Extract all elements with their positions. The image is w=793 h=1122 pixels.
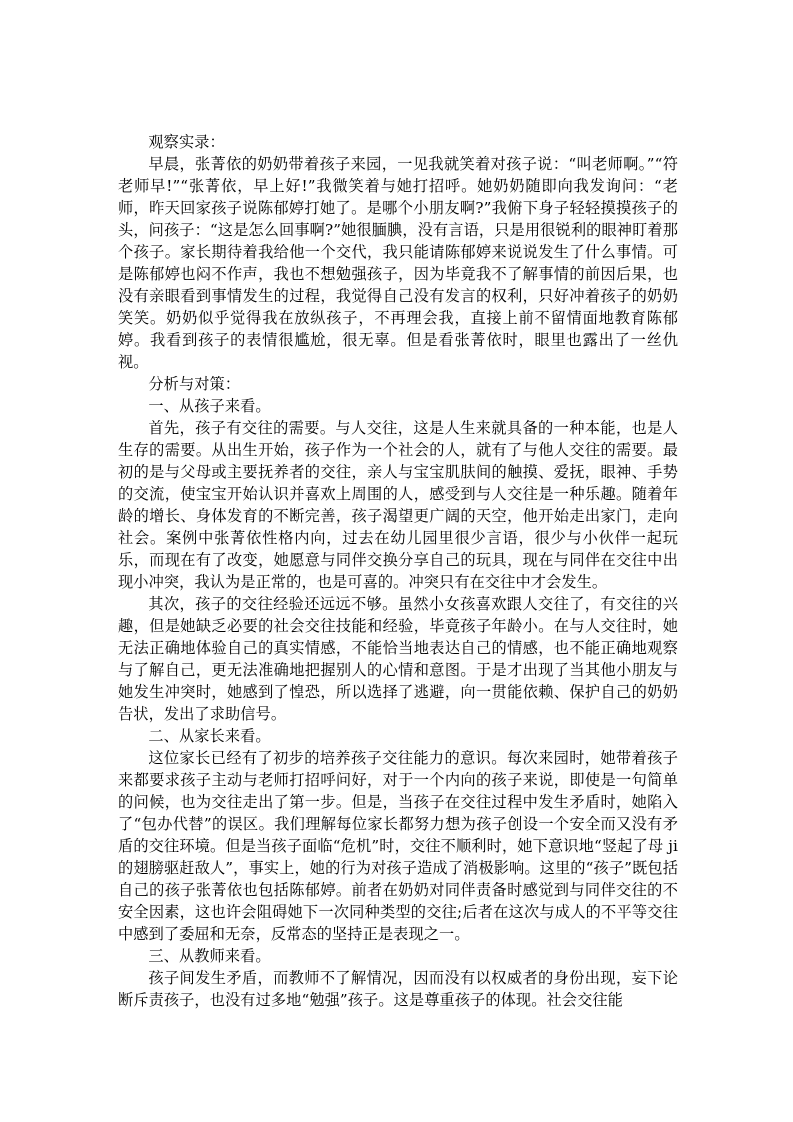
paragraph-child-need: 首先，孩子有交往的需要。与人交往，这是人生来就具备的一种本能，也是人生存的需要。从出生开始，孩子作为一个社会的人，就有了与他人交往的需要。最初的是与父母或主要抚养者的交往，亲人与宝宝肌肤间的触摸、爱抚，眼神、手势的交流，使宝宝开始认识并喜欢上周围的人，感受到与人交往是一种乐趣。随着年龄的增长、身体发育的不断完善，孩子渴望更广阔的天空，他开始走出家门，走向社会。案例中张菁依性格内向，过去在幼儿园里很少言语，很少与小伙伴一起玩乐，而现在有了改变，她愿意与同伴交换分享自己的玩具，现在与同伴在交往中出现小冲突，我认为是正常的，也是可喜的。冲突只有在交往中才会发生。 bbox=[118, 419, 678, 591]
paragraph-parent-analysis: 这位家长已经有了初步的培养孩子交往能力的意识。每次来园时，她带着孩子来都要求孩子主动与老师打招呼问好，对于一个内向的孩子来说，即使是一句简单的问候，也为交往走出了第一步。但是，当孩子在交往过程中发生矛盾时，她陷入了“包办代替”的误区。我们理解每位家长都努力想为孩子创设一个安全而又没有矛盾的交往环境。但是当孩子面临“危机”时，交往不顺利时，她下意识地“竖起了母 ji 的翅膀驱赶敌人”，事实上，她的行为对孩子造成了消极影响。这里的“孩子”既包括自己的孩子张菁依也包括陈郁婷。前者在奶奶对同伴责备时感觉到与同伴交往的不安全因素，这也许会阻碍她下一次同种类型的交往;后者在这次与成人的不平等交往中感到了委屈和无奈，反常态的坚持正是表现之一。 bbox=[118, 749, 678, 943]
paragraph-observation-record: 早晨，张菁依的奶奶带着孩子来园，一见我就笑着对孩子说：“叫老师啊。”“符老师早!”“张菁依，早上好!”我微笑着与她打招呼。她奶奶随即向我发询问：“老师，昨天回家孩子说陈郁婷打她了。是哪个小朋友啊?”我俯下身子轻轻摸摸孩子的头，问孩子：“这是怎么回事啊?”她很腼腆，没有言语，只是用很锐利的眼神盯着那个孩子。家长期待着我给他一个交代，我只能请陈郁婷来说说发生了什么事情。可是陈郁婷也闷不作声，我也不想勉强孩子，因为毕竟我不了解事情的前因后果，也没有亲眼看到事情发生的过程，我觉得自己没有发言的权利，只好冲着孩子的奶奶笑笑。奶奶似乎觉得我在放纵孩子，不再理会我，直接上前不留情面地教育陈郁婷。我看到孩子的表情很尴尬，很无辜。但是看张菁依时，眼里也露出了一丝仇视。 bbox=[118, 155, 678, 371]
subheading-teacher-view: 三、从教师来看。 bbox=[148, 947, 271, 965]
section-heading-observation: 观察实录： bbox=[148, 133, 225, 151]
document-page bbox=[118, 131, 678, 1011]
section-heading-analysis: 分析与对策： bbox=[148, 375, 241, 393]
subheading-parent-view: 二、从家长来看。 bbox=[148, 727, 271, 745]
paragraph-child-experience: 其次，孩子的交往经验还远远不够。虽然小女孩喜欢跟人交往了，有交往的兴趣，但是她缺乏必要的社会交往技能和经验，毕竟孩子年龄小。在与人交往时，她无法正确地体验自己的真实情感，不能恰当地表达自己的情感，也不能正确地观察与了解自己，更无法准确地把握别人的心情和意图。于是才出现了当其他小朋友与她发生冲突时，她感到了惶恐，所以选择了逃避，向一贯能依赖、保护自己的奶奶告状，发出了求助信号。 bbox=[118, 595, 678, 723]
subheading-child-view: 一、从孩子来看。 bbox=[148, 397, 271, 415]
paragraph-teacher-analysis: 孩子间发生矛盾，而教师不了解情况，因而没有以权威者的身份出现，妄下论断斥责孩子，也没有过多地“勉强”孩子。这是尊重孩子的体现。社会交往能 bbox=[118, 969, 678, 1009]
